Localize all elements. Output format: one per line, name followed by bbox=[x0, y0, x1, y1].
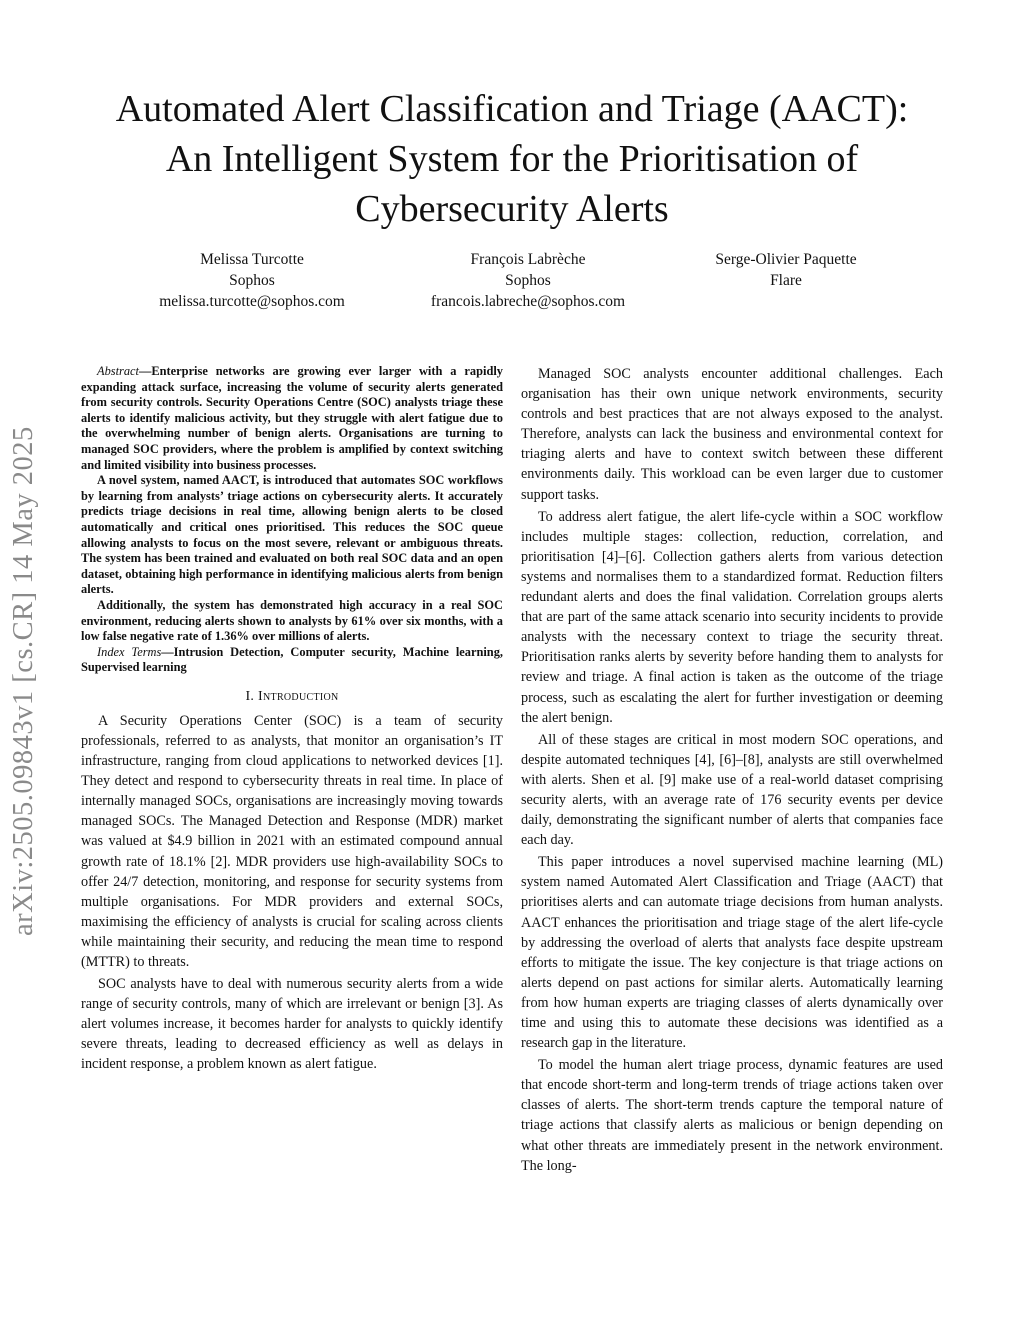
body-paragraph: To model the human alert triage process, dynamic features are used that encode short-term and long-term trends of triage actions taken over classes of alerts. The short-term trends capture the temporal nature of triage actions that classify alerts as malicious or benign depending on what other threats are immediately present in the network environment. The long- bbox=[521, 1057, 943, 1174]
abstract-paragraph: Additionally, the system has demonstrated high accuracy in a real SOC environment, reducing alerts shown to analysts by 61% over six months, with a low false negative rate of 1.36% over millions of alerts. bbox=[81, 597, 503, 644]
abstract-text: —Enterprise networks are growing ever larger with a rapidly expanding attack surface, increasing the volume of security alerts generated from security controls. Security Operations Centre (SOC) analysts triage these alerts to identify malicious activity, but they struggle with alert fatigue due to the overwhelming number of benign alerts. Organisations are turning to managed SOC providers, where the problem is amplified by context switching and limited visibility into business processes. bbox=[81, 364, 503, 472]
index-terms bbox=[81, 645, 503, 676]
body-paragraph: This paper introduces a novel supervised machine learning (ML) system named Automated Alert Classification and Triage (AACT) that prioritises alerts and can automate triage decisions from human analysts. AACT enhances the prioritisation and triage stage of the alert life-cycle by addressing the overload of alerts that analysts face despite upstream efforts to mitigate the issue. The key conjecture is that triage actions on alerts depend on past actions for similar alerts. Automatically learning from how human experts are triaging classes of alerts dynamically over time and using this to automate these decisions was identified as a research gap in the literature. bbox=[521, 854, 943, 1052]
body-paragraph: SOC analysts have to deal with numerous security alerts from a wide range of security controls, many of which are irrelevant or benign [3]. As alert volumes increase, it becomes harder for analysts to quickly identify severe threats, leading to decreased efficiency as well as delays in incident response, a problem known as alert fatigue. bbox=[81, 976, 503, 1073]
author-name: Melissa Turcotte bbox=[200, 251, 304, 268]
author-email: francois.labreche@sophos.com bbox=[430, 293, 626, 310]
index-terms-text: —Intrusion Detection, Computer security, Machine learning, Supervised learning bbox=[81, 644, 503, 675]
left-column bbox=[81, 364, 503, 1075]
title-line: An Intelligent System for the Prioritisation of bbox=[165, 138, 859, 180]
author-affiliation: Sophos bbox=[229, 272, 275, 289]
arxiv-identifier-sidebar: arXiv:2505.09843v1 [cs.CR] 14 May 2025 bbox=[8, 426, 39, 936]
introduction-body bbox=[81, 711, 503, 1075]
abstract-paragraph: A novel system, named AACT, is introduced that automates SOC workflows by learning from analysts’ triage actions on cybersecurity alerts. It accurately predicts triage decisions in real time, allowing benign alerts to be closed automatically and critical ones prioritised. This reduces the SOC queue allowing analysts to focus on the most severe, relevant or ambiguous threats. The system has been trained and evaluated on both real SOC data and an open dataset, obtaining high performance in identifying malicious alerts from benign alerts. bbox=[81, 473, 503, 597]
author-1 bbox=[152, 249, 352, 312]
body-paragraph: A Security Operations Center (SOC) is a team of security professionals, referred to as analysts, that monitor an organisation’s IT infrastructure, ranging from cloud applications to networked devices [1]. They detect and respond to cybersecurity threats in real time. In place of internally managed SOCs, organisations are increasingly moving towards managed SOCs. The Managed Detection and Response (MDR) market was valued at $4.9 billion in 2021 with an estimated compound annual growth rate of 18.1% [2]. MDR providers use high-availability SOCs to offer 24/7 detection, monitoring, and response for security systems from multiple organisations. For MDR providers and external SOCs, maximising the efficiency of analysts is crucial for scaling across clients while maintaining their security, and reducing the mean time to respond (MTTR) to threats. bbox=[81, 712, 503, 970]
author-affiliation: Sophos bbox=[505, 272, 551, 289]
author-2 bbox=[412, 249, 644, 312]
author-3 bbox=[686, 249, 886, 291]
author-email: melissa.turcotte@sophos.com bbox=[159, 293, 345, 310]
section-heading bbox=[81, 689, 503, 705]
title-line: Automated Alert Classification and Triage (AACT): bbox=[115, 88, 909, 130]
section-title: Introduction bbox=[258, 688, 339, 704]
author-name: François Labrèche bbox=[470, 251, 586, 268]
right-column bbox=[521, 364, 943, 1176]
abstract-label: Abstract bbox=[97, 364, 139, 378]
abstract-paragraph bbox=[81, 364, 503, 473]
section-number: I. bbox=[245, 688, 255, 704]
paper-title bbox=[62, 84, 962, 234]
author-affiliation: Flare bbox=[770, 272, 802, 289]
body-paragraph: Managed SOC analysts encounter additional challenges. Each organisation has their own unique network environments, security controls and best practices that are not always exposed to the analyst. Therefore, analysts can lack the business and environmental context for triaging alerts and have to context switch between these different environments daily. This workload can be even larger due to customer support tasks. bbox=[521, 366, 943, 503]
abstract bbox=[81, 364, 503, 676]
index-terms-label: Index Terms bbox=[97, 644, 162, 659]
body-paragraph: To address alert fatigue, the alert life-cycle within a SOC workflow includes multiple stages: collection, reduction, correlation, and prioritisation [4]–[6]. Collection gathers alerts from various detection systems and normalises them to a standardized format. Reduction filters redundant alerts and does the final validation. Correlation groups alerts that are part of the same attack scenario into security incidents to provide analysts with the necessary context to triage the security threat. Prioritisation ranks alerts by severity before handing them to analysts for review and triage. A final action is taken as the outcome of the triage process, such as escalating the alert for further investigation or deeming the alert benign. bbox=[521, 508, 943, 726]
body-paragraph: All of these stages are critical in most modern SOC operations, and despite automated techniques [4], [6]–[8], analysts are still overwhelmed with alerts. Shen et al. [9] make use of a real-world dataset comprising security alerts, with an average rate of 176 security events per device daily, demonstrating the significant number of alerts that companies face each day. bbox=[521, 731, 943, 849]
title-line: Cybersecurity Alerts bbox=[355, 188, 669, 230]
author-name: Serge-Olivier Paquette bbox=[715, 251, 857, 268]
